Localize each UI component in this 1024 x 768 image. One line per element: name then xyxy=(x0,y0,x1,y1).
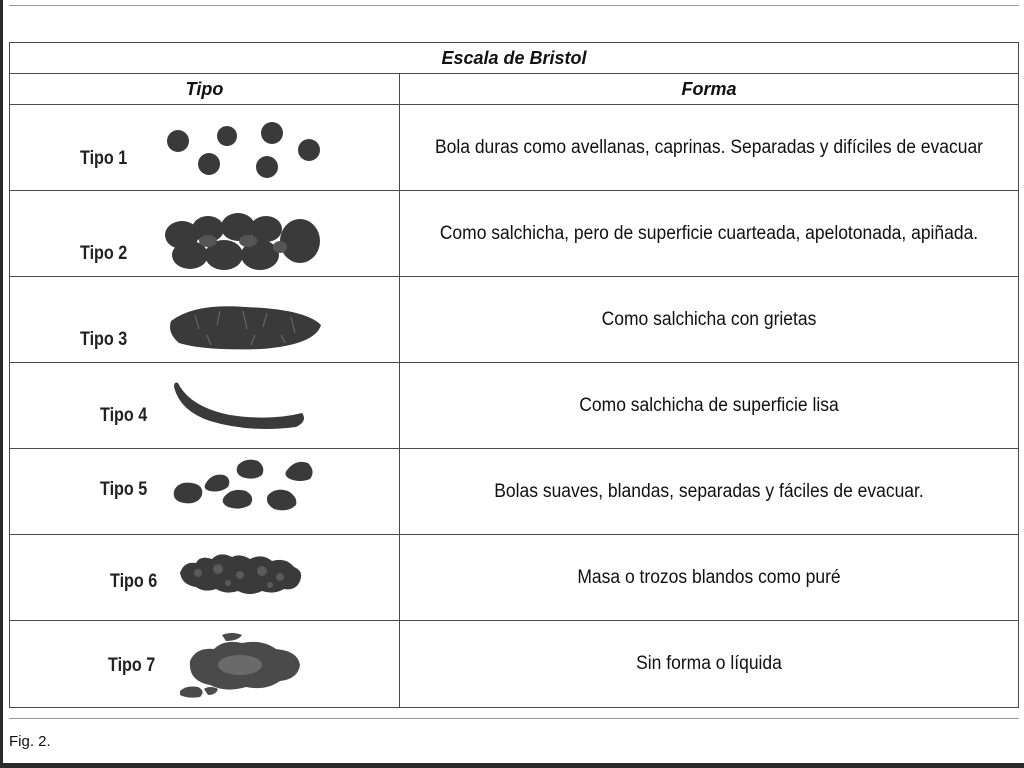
tipo-4-label: Tipo 4 xyxy=(100,405,148,426)
table-row-tipo-1 xyxy=(10,105,1018,191)
hard-lumps-illustration-icon xyxy=(160,119,330,183)
tipo-6-label: Tipo 6 xyxy=(110,571,158,592)
cell-tipo-6 xyxy=(10,535,400,620)
table-title: Escala de Bristol xyxy=(10,43,1018,74)
liquid-illustration-icon xyxy=(176,631,306,701)
cell-forma-7: Sin forma o líquida xyxy=(636,653,782,674)
mushy-pieces-illustration-icon xyxy=(178,549,306,599)
cell-tipo-5 xyxy=(10,449,400,534)
table-row-tipo-7 xyxy=(10,621,1018,707)
tipo-5-label: Tipo 5 xyxy=(100,479,148,500)
tipo-1-label: Tipo 1 xyxy=(80,148,128,169)
cell-forma-1: Bola duras como avellanas, caprinas. Separadas y difíciles de evacuar xyxy=(434,136,984,158)
cell-tipo-4 xyxy=(10,363,400,448)
table-header-row xyxy=(10,74,1018,105)
cell-tipo-1 xyxy=(10,105,400,190)
cell-tipo-7 xyxy=(10,621,400,707)
table-row-tipo-6 xyxy=(10,535,1018,621)
header-forma: Forma xyxy=(681,78,737,99)
header-tipo: Tipo xyxy=(10,74,400,104)
cell-forma-6: Masa o trozos blandos como puré xyxy=(577,566,841,588)
cell-forma-4: Como salchicha de superficie lisa xyxy=(579,394,839,416)
frame-bottom-border xyxy=(0,763,1024,768)
bottom-rule xyxy=(9,718,1019,719)
tipo-2-label: Tipo 2 xyxy=(80,243,128,264)
cell-forma-5: Bolas suaves, blandas, separadas y fáciles de evacuar. xyxy=(494,480,924,502)
tipo-7-label: Tipo 7 xyxy=(108,655,156,676)
cell-forma-2: Como salchicha, pero de superficie cuarteada, apelotonada, apiñada. xyxy=(439,222,979,244)
smooth-sausage-illustration-icon xyxy=(170,377,310,433)
cracked-sausage-illustration-icon xyxy=(165,299,325,355)
soft-blobs-illustration-icon xyxy=(170,455,320,519)
table-row-tipo-3 xyxy=(10,277,1018,363)
tipo-3-label: Tipo 3 xyxy=(80,329,128,350)
frame-left-border xyxy=(0,0,3,768)
cell-tipo-3 xyxy=(10,277,400,362)
cell-tipo-2 xyxy=(10,191,400,276)
table-row-tipo-2 xyxy=(10,191,1018,277)
table-row-tipo-4 xyxy=(10,363,1018,449)
bristol-scale-table xyxy=(9,42,1019,708)
lumpy-sausage-illustration-icon xyxy=(160,207,330,277)
figure-caption: Fig. 2. xyxy=(9,733,51,750)
table-row-tipo-5 xyxy=(10,449,1018,535)
cell-forma-3: Como salchicha con grietas xyxy=(601,308,817,330)
top-rule xyxy=(9,5,1019,6)
